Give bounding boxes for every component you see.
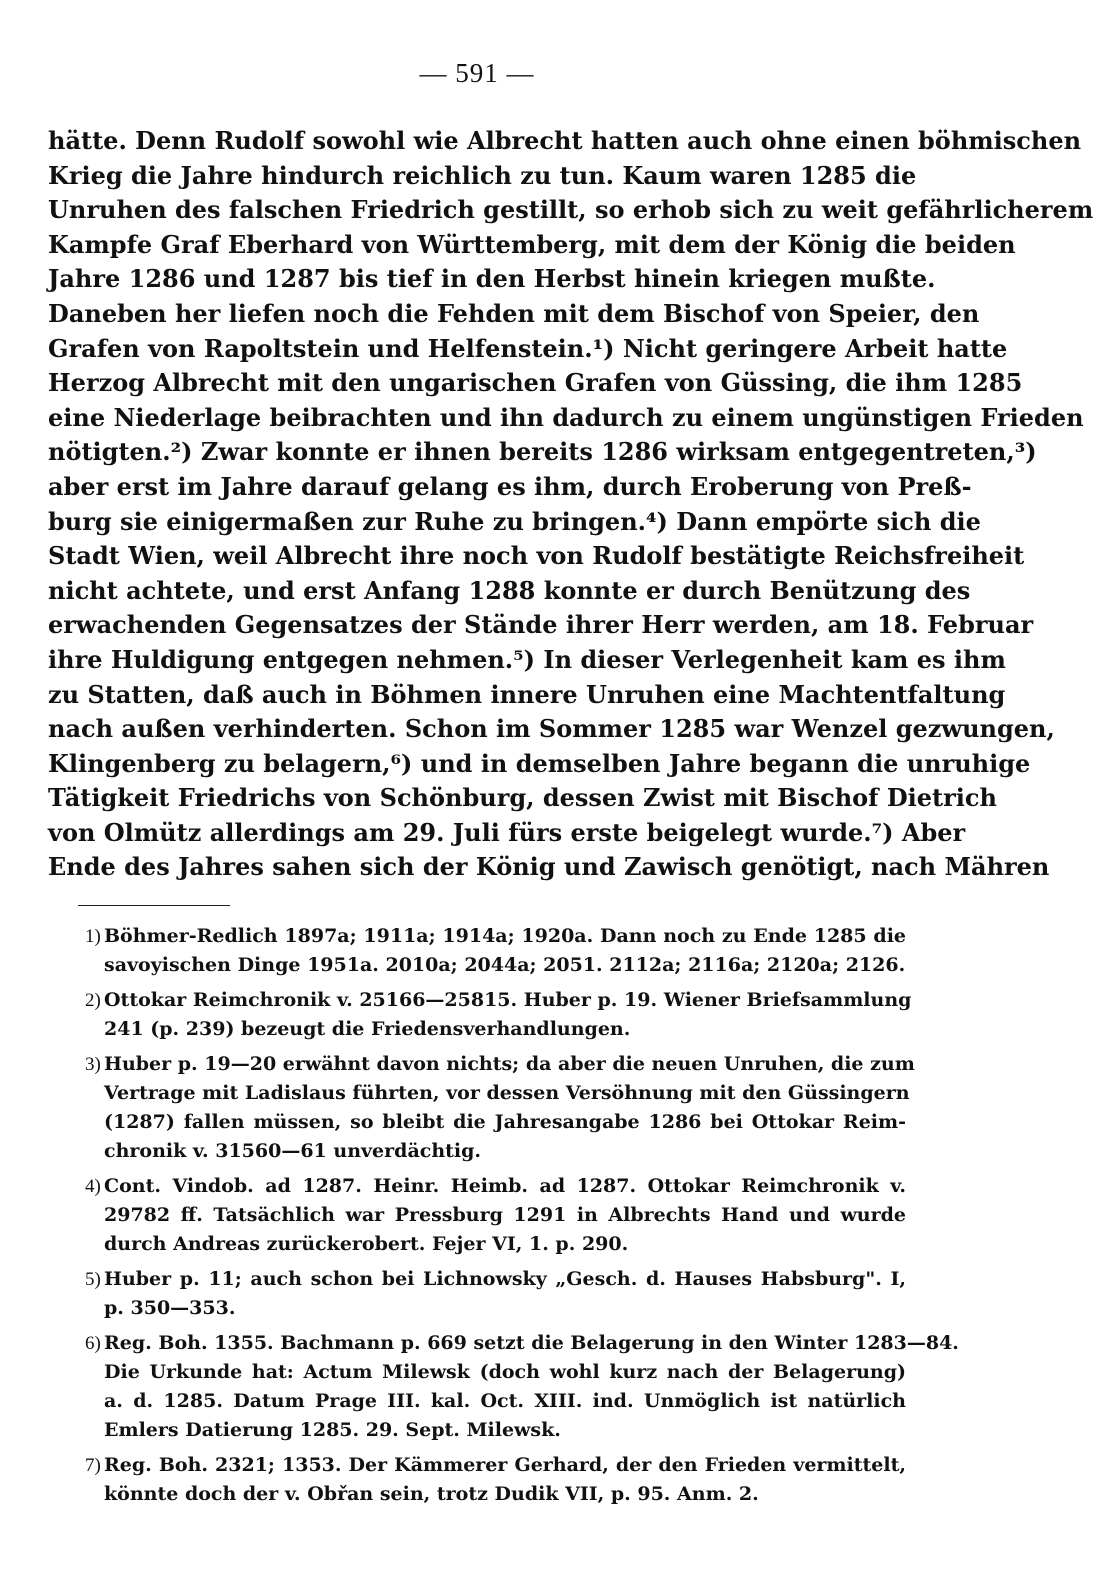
footnote xyxy=(48,1451,906,1509)
footnote-line: Emlers Datierung 1285. 29. Sept. Milewsk. xyxy=(104,1419,561,1441)
footnote-line: Huber p. 11; auch schon bei Lichnowsky „Gesch. d. Hauses Habsburg". I, xyxy=(104,1268,906,1290)
footnote-number: 5) xyxy=(85,1269,101,1290)
footnote-number: 1) xyxy=(85,926,101,947)
text-line: Stadt Wien, weil Albrecht ihre noch von Rudolf bestätigte Reichsfreiheit xyxy=(48,541,1025,571)
text-line: Grafen von Rapoltstein und Helfenstein.¹) Nicht geringere Arbeit hatte xyxy=(48,333,1008,363)
footnote-line: chronik v. 31560—61 unverdächtig. xyxy=(104,1140,482,1162)
text-line: eine Niederlage beibrachten und ihn dadurch zu einem ungünstigen Frieden xyxy=(48,402,1084,432)
text-line: Klingenberg zu belagern,⁶) und in demselben Jahre begann die unruhige xyxy=(48,748,1031,778)
footnote-line: Ottokar Reimchronik v. 25166—25815. Huber p. 19. Wiener Briefsammlung xyxy=(104,989,912,1011)
text-line: hätte. Denn Rudolf sowohl wie Albrecht hatten auch ohne einen böhmischen xyxy=(48,126,1082,155)
text-line: aber erst im Jahre darauf gelang es ihm, durch Eroberung von Preß- xyxy=(48,471,972,501)
text-line: Ende des Jahres sahen sich der König und Zawisch genötigt, nach Mähren xyxy=(48,852,1050,882)
footnote-line: durch Andreas zurückerobert. Fejer VI, 1. p. 290. xyxy=(104,1233,629,1255)
footnote-line: a. d. 1285. Datum Prage III. kal. Oct. XIII. ind. Unmöglich ist natürlich xyxy=(104,1390,906,1412)
text-line: Jahre 1286 und 1287 bis tief in den Herbst hinein kriegen mußte. xyxy=(48,264,936,294)
footnote-line: Reg. Boh. 2321; 1353. Der Kämmerer Gerhard, der den Frieden vermittelt, xyxy=(104,1454,906,1476)
footnote xyxy=(48,1265,906,1323)
footnote-divider xyxy=(78,905,230,906)
footnote-line: Böhmer-Redlich 1897a; 1911a; 1914a; 1920a. Dann noch zu Ende 1285 die xyxy=(104,925,906,947)
page-number: — 591 — xyxy=(419,58,535,88)
footnote-line: (1287) fallen müssen, so bleibt die Jahresangabe 1286 bei Ottokar Reim- xyxy=(104,1111,906,1133)
text-line: Tätigkeit Friedrichs von Schönburg, dessen Zwist mit Bischof Dietrich xyxy=(48,783,997,813)
text-line: burg sie einigermaßen zur Ruhe zu bringen.⁴) Dann empörte sich die xyxy=(48,506,981,536)
text-line: Krieg die Jahre hindurch reichlich zu tun. Kaum waren 1285 die xyxy=(48,160,917,190)
footnote xyxy=(48,1050,915,1166)
footnote-line: könnte doch der v. Obřan sein, trotz Dudik VII, p. 95. Anm. 2. xyxy=(104,1483,759,1505)
text-line: nicht achtete, und erst Anfang 1288 konnte er durch Benützung des xyxy=(48,575,971,605)
footnote xyxy=(48,1172,906,1259)
text-line: Daneben her liefen noch die Fehden mit dem Bischof von Speier, den xyxy=(48,298,980,328)
footnote xyxy=(48,922,906,980)
footnote-line: 241 (p. 239) bezeugt die Friedensverhandlungen. xyxy=(104,1018,631,1040)
footnote-line: Die Urkunde hat: Actum Milewsk (doch wohl kurz nach der Belagerung) xyxy=(104,1361,906,1383)
text-line: nötigten.²) Zwar konnte er ihnen bereits 1286 wirksam entgegentreten,³) xyxy=(48,437,1037,467)
footnote-line: Vertrage mit Ladislaus führten, vor dessen Versöhnung mit den Güssingern xyxy=(104,1082,910,1104)
footnote xyxy=(48,986,912,1044)
text-line: erwachenden Gegensatzes der Stände ihrer Herr werden, am 18. Februar xyxy=(48,610,1034,640)
footnotes xyxy=(48,922,959,1515)
text-line: Kampfe Graf Eberhard von Württemberg, mit dem der König die beiden xyxy=(48,229,1016,259)
footnote-line: savoyischen Dinge 1951a. 2010a; 2044a; 2051. 2112a; 2116a; 2120a; 2126. xyxy=(104,954,906,976)
footnote-number: 6) xyxy=(85,1333,101,1354)
footnote-number: 2) xyxy=(85,990,101,1011)
footnote-number: 3) xyxy=(85,1054,101,1075)
footnote-line: Cont. Vindob. ad 1287. Heinr. Heimb. ad 1287. Ottokar Reimchronik v. xyxy=(104,1175,906,1197)
footnote-number: 7) xyxy=(85,1455,101,1476)
text-line: nach außen verhinderten. Schon im Sommer 1285 war Wenzel gezwungen, xyxy=(48,714,1055,744)
text-line: Herzog Albrecht mit den ungarischen Grafen von Güssing, die ihm 1285 xyxy=(48,368,1023,398)
main-text xyxy=(48,124,1093,885)
footnote-line: Reg. Boh. 1355. Bachmann p. 669 setzt die Belagerung in den Winter 1283—84. xyxy=(104,1332,959,1354)
text-line: ihre Huldigung entgegen nehmen.⁵) In dieser Verlegenheit kam es ihm xyxy=(48,644,1006,674)
text-line: Unruhen des falschen Friedrich gestillt, so erhob sich zu weit gefährlicherem xyxy=(48,195,1093,225)
footnote-line: p. 350—353. xyxy=(104,1297,236,1319)
footnote-number: 4) xyxy=(85,1176,101,1197)
footnote-line: 29782 ff. Tatsächlich war Pressburg 1291 in Albrechts Hand und wurde xyxy=(104,1204,906,1226)
footnote-line: Huber p. 19—20 erwähnt davon nichts; da aber die neuen Unruhen, die zum xyxy=(104,1053,915,1075)
text-line: zu Statten, daß auch in Böhmen innere Unruhen eine Machtentfaltung xyxy=(48,679,1006,709)
footnote xyxy=(48,1329,959,1445)
text-line: von Olmütz allerdings am 29. Juli fürs erste beigelegt wurde.⁷) Aber xyxy=(48,817,966,847)
